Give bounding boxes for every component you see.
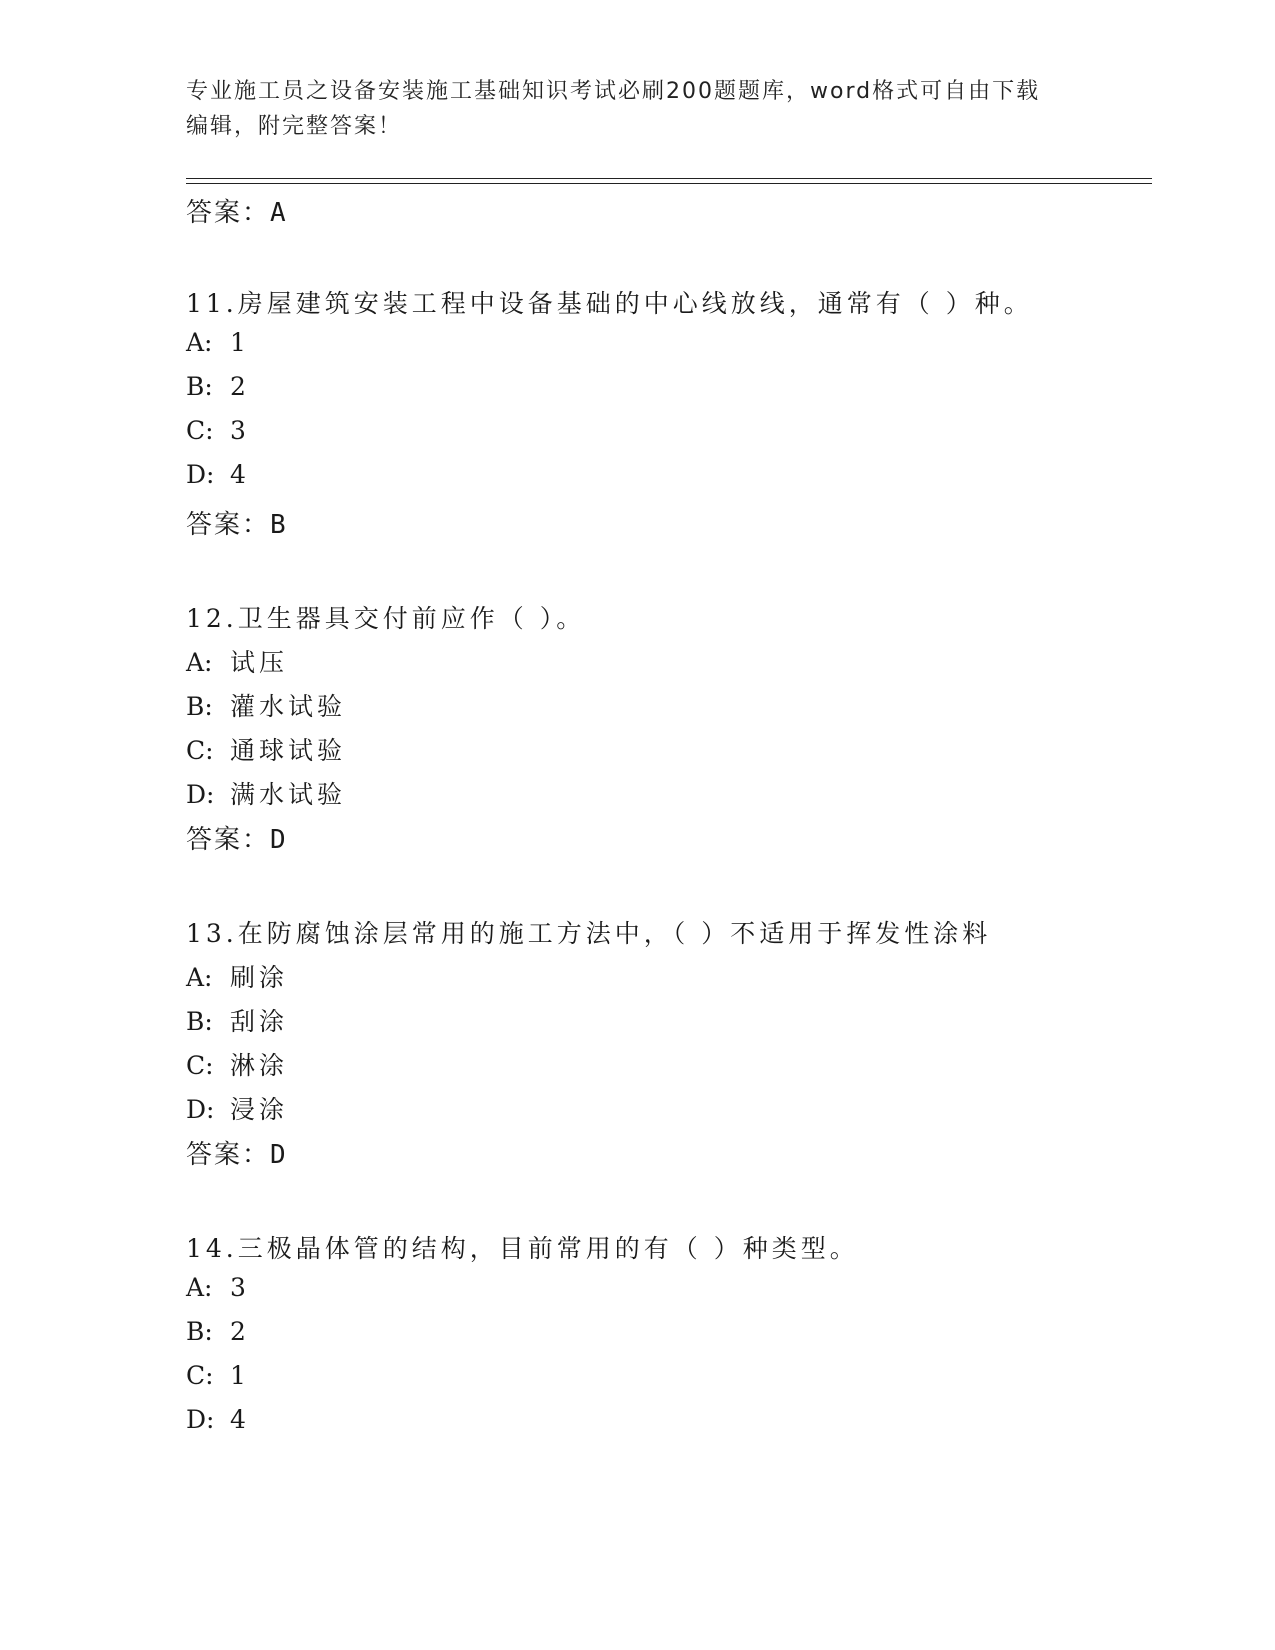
document-header xyxy=(186,74,1066,144)
option-c xyxy=(186,1361,250,1390)
option-key: C: xyxy=(186,736,214,765)
option-text: 满水试验 xyxy=(230,780,347,809)
answer-line xyxy=(186,819,288,856)
option-key: D: xyxy=(186,460,215,489)
option-b xyxy=(186,1002,288,1038)
answer-prefix: 答案： xyxy=(186,510,271,540)
question-stem xyxy=(186,914,991,950)
option-text: 通球试验 xyxy=(230,736,347,765)
option-key: B: xyxy=(186,372,213,401)
option-key: C: xyxy=(186,1051,214,1080)
option-c xyxy=(186,416,250,445)
answer-prefix: 答案： xyxy=(186,198,271,228)
answer-value: D xyxy=(270,1140,288,1170)
option-text: 1 xyxy=(230,1361,250,1390)
option-key: C: xyxy=(186,416,214,445)
option-text: 刮涂 xyxy=(230,1007,289,1036)
answer-line xyxy=(186,1134,288,1171)
option-a xyxy=(186,958,288,994)
option-text: 1 xyxy=(230,328,250,357)
option-text: 3 xyxy=(230,416,250,445)
header-divider-top xyxy=(186,178,1152,179)
answer-line xyxy=(186,192,288,229)
answer-value: A xyxy=(270,198,288,228)
header-divider-bottom xyxy=(186,183,1152,184)
question-number: 11. xyxy=(186,289,238,318)
header-line-2: 编辑，附完整答案！ xyxy=(186,114,403,139)
option-d xyxy=(186,775,346,811)
option-d xyxy=(186,460,250,489)
option-key: C: xyxy=(186,1361,214,1390)
option-key: A: xyxy=(186,1273,213,1302)
option-d xyxy=(186,1405,250,1434)
question-text: 在防腐蚀涂层常用的施工方法中，（ ）不适用于挥发性涂料 xyxy=(237,919,992,948)
header-line-1: 专业施工员之设备安装施工基础知识考试必刷200题题库，word格式可自由下载 xyxy=(186,79,1041,104)
option-key: D: xyxy=(186,780,215,809)
option-text: 3 xyxy=(230,1273,250,1302)
option-b xyxy=(186,687,346,723)
option-b xyxy=(186,372,250,401)
question-number: 12. xyxy=(186,604,238,633)
option-key: A: xyxy=(186,328,213,357)
option-text: 淋涂 xyxy=(230,1051,289,1080)
question-text: 三极晶体管的结构，目前常用的有（ ）种类型。 xyxy=(237,1234,859,1263)
answer-prefix: 答案： xyxy=(186,825,271,855)
option-b xyxy=(186,1317,250,1346)
question-text: 房屋建筑安装工程中设备基础的中心线放线，通常有（ ）种。 xyxy=(237,289,1033,318)
option-a xyxy=(186,1273,250,1302)
option-text: 2 xyxy=(230,1317,250,1346)
question-stem xyxy=(186,1229,859,1265)
option-a xyxy=(186,643,288,679)
option-key: A: xyxy=(186,963,213,992)
option-d xyxy=(186,1090,288,1126)
option-text: 4 xyxy=(230,1405,250,1434)
question-stem xyxy=(186,284,1033,320)
option-text: 刷涂 xyxy=(230,963,289,992)
option-text: 灌水试验 xyxy=(230,692,347,721)
option-a xyxy=(186,328,250,357)
answer-prefix: 答案： xyxy=(186,1140,271,1170)
option-key: B: xyxy=(186,692,213,721)
question-text: 卫生器具交付前应作（ ）。 xyxy=(237,604,586,633)
option-c xyxy=(186,731,346,767)
option-text: 试压 xyxy=(230,648,289,677)
question-number: 14. xyxy=(186,1234,238,1263)
answer-value: B xyxy=(270,510,288,540)
option-text: 浸涂 xyxy=(230,1095,289,1124)
answer-value: D xyxy=(270,825,288,855)
option-text: 2 xyxy=(230,372,250,401)
answer-line xyxy=(186,504,288,541)
option-key: B: xyxy=(186,1317,213,1346)
option-key: B: xyxy=(186,1007,213,1036)
option-key: D: xyxy=(186,1095,215,1124)
option-text: 4 xyxy=(230,460,250,489)
question-stem xyxy=(186,599,585,635)
option-key: D: xyxy=(186,1405,215,1434)
option-c xyxy=(186,1046,288,1082)
question-number: 13. xyxy=(186,919,238,948)
option-key: A: xyxy=(186,648,213,677)
